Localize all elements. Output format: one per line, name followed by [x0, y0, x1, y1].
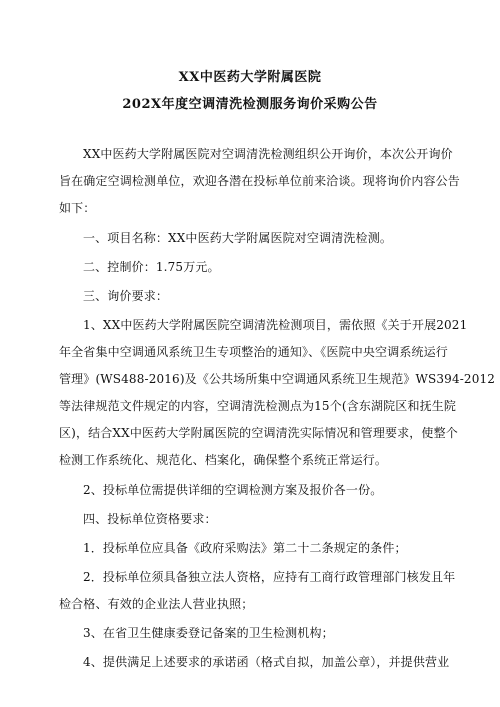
qualification-3: 3、在省卫生健康委登记备案的卫生检测机构； — [83, 626, 334, 640]
qualification-1: 1．投标单位应具备《政府采购法》第二十二条规定的条件； — [83, 541, 407, 555]
requirement-1-line: 检测工作系统化、规范化、档案化，确保整个系统正常运行。 — [59, 453, 388, 467]
intro-line: 如下： — [59, 201, 96, 215]
section-project-name: 一、项目名称：XX中医药大学附属医院对空调清洗检测。 — [83, 231, 392, 245]
qualification-2-line: 检合格、有效的企业法人营业执照； — [59, 597, 254, 611]
section-requirements-heading: 三、询价要求： — [83, 289, 169, 303]
document-title-institution: XX中医药大学附属医院 — [178, 70, 322, 85]
intro-line: 旨在确定空调检测单位，欢迎各潜在投标单位前来洽谈。现将询价内容公告 — [59, 174, 460, 188]
requirement-1-line: 等法律规范文件规定的内容，空调清洗检测点为15个(含东湖院区和抚生院 — [59, 399, 457, 413]
qualification-2-line: 2．投标单位须具备独立法人资格，应持有工商行政管理部门核发且年 — [83, 570, 456, 584]
intro-line: XX中医药大学附属医院对空调清洗检测组织公开询价，本次公开询价 — [83, 147, 453, 161]
qualification-4: 4、提供满足上述要求的承诺函（格式自拟，加盖公章），并提供营业 — [83, 655, 450, 669]
requirement-2: 2、投标单位需提供详细的空调检测方案及报价各一份。 — [83, 483, 383, 497]
requirement-1-line: 1、XX中医药大学附属医院空调清洗检测项目，需依照《关于开展2021 — [83, 318, 468, 332]
document-title-announcement: 202X年度空调清洗检测服务询价采购公告 — [122, 97, 378, 112]
section-control-price: 二、控制价：1.75万元。 — [83, 260, 220, 274]
requirement-1-line: 区)，结合XX中医药大学附属医院的空调清洗实际情况和管理要求，使整个 — [59, 426, 458, 440]
requirement-1-line: 管理》(WS488-2016)及《公共场所集中空调通风系统卫生规范》WS394-2012 — [59, 372, 496, 386]
requirement-1-line: 年全省集中空调通风系统卫生专项整治的通知》、《医院中央空调系统运行 — [59, 345, 448, 359]
section-qualifications-heading: 四、投标单位资格要求： — [83, 512, 217, 526]
